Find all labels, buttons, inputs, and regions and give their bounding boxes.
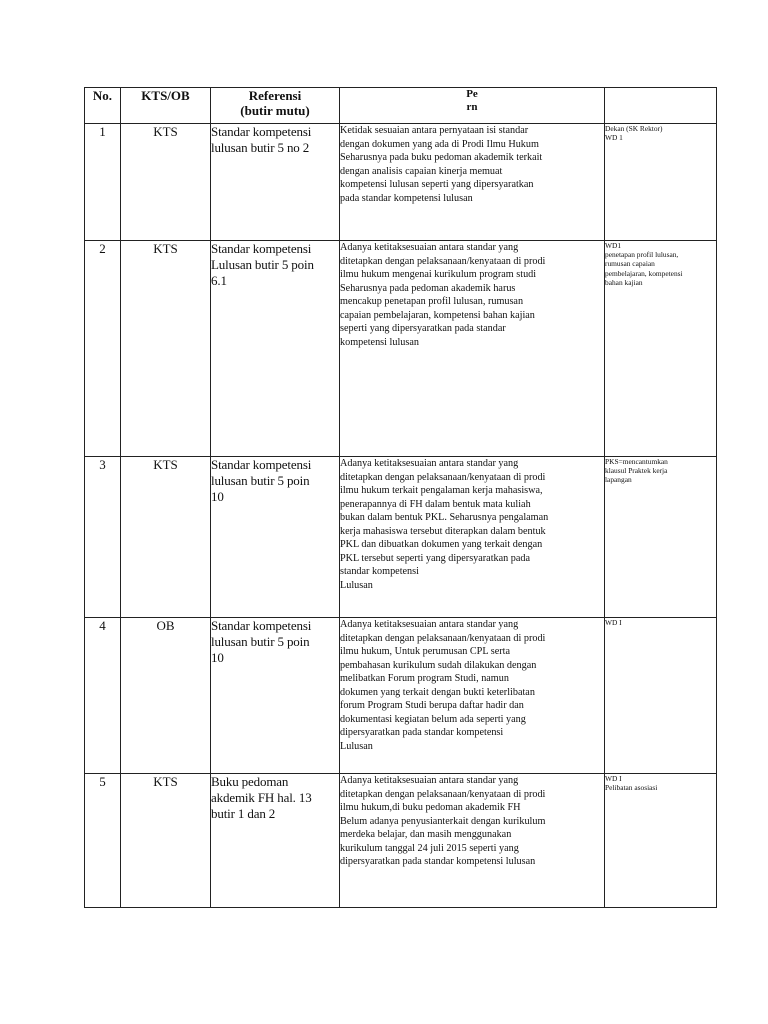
- finding-type: KTS: [121, 241, 211, 457]
- finding-text: Adanya ketitaksesuaian antara standar yang ditetapkan dengan pelaksanaan/kenyataan di prodi ilmu hukum, Untuk perumusan CPL serta pembahasan kurikulum sudah dilakukan dengan melibatkan Forum program Studi, namun dokumen yang terkait dengan bukti keterlibatan forum Program Studi berupa daftar hadir dan dokumentasi kegiatan belum ada seperti yang dipersyaratkan pada standar kompetensi Lulusan: [340, 618, 605, 774]
- table-row: [85, 124, 717, 241]
- table-row: [85, 241, 717, 457]
- finding-text: Adanya ketitaksesuaian antara standar yang ditetapkan dengan pelaksanaan/kenyataan di prodi ilmu hukum mengenai kurikulum program studi Seharusnya pada pedoman akademik harus mencakup penetapan profil lulusan, rumusan capaian pembelajaran, kompetensi bahan kajian seperti yang dipersyaratkan pada standar kompetensi lulusan: [340, 241, 605, 457]
- row-number: 3: [85, 457, 121, 618]
- header-no: No.: [85, 88, 121, 124]
- finding-type: KTS: [121, 457, 211, 618]
- table-row: [85, 457, 717, 618]
- remark-cell: WD1 penetapan profil lulusan, rumusan capaian pembelajaran, kompetensi bahan kajian: [605, 241, 717, 457]
- row-number: 5: [85, 774, 121, 908]
- reference-cell: Standar kompetensi lulusan butir 5 poin 10: [211, 618, 340, 774]
- finding-text: Adanya ketitaksesuaian antara standar yang ditetapkan dengan pelaksanaan/kenyataan di prodi ilmu hukum terkait pengalaman kerja mahasiswa, penerapannya di FH dalam bentuk mata kuliah bukan dalam bentuk PKL. Seharusnya pengalaman kerja mahasiswa tersebut diterapkan dalam bentuk PKL dan dibuatkan dokumen yang terkait dengan PKL tersebut seperti yang dipersyaratkan pada standar kompetensi Lulusan: [340, 457, 605, 618]
- finding-type: KTS: [121, 774, 211, 908]
- table-row: [85, 618, 717, 774]
- row-number: 1: [85, 124, 121, 241]
- finding-text: Ketidak sesuaian antara pernyataan isi standar dengan dokumen yang ada di Prodi Ilmu Hukum Seharusnya pada buku pedoman akademik terkait dengan analisis capaian kinerja memuat kompetensi lulusan seperti yang dipersyaratkan pada standar kompetensi lulusan: [340, 124, 605, 241]
- table-header-row: [85, 88, 717, 124]
- reference-cell: Standar kompetensi lulusan butir 5 poin 10: [211, 457, 340, 618]
- row-number: 4: [85, 618, 121, 774]
- reference-cell: Buku pedoman akdemik FH hal. 13 butir 1 dan 2: [211, 774, 340, 908]
- header-remarks: [605, 88, 717, 124]
- finding-type: KTS: [121, 124, 211, 241]
- table-row: [85, 774, 717, 908]
- remark-cell: WD I: [605, 618, 717, 774]
- finding-type: OB: [121, 618, 211, 774]
- reference-cell: Standar kompetensi Lulusan butir 5 poin 6.1: [211, 241, 340, 457]
- remark-cell: WD I Pelibatan asosiasi: [605, 774, 717, 908]
- header-referensi: Referensi (butir mutu): [211, 88, 340, 124]
- header-kts-ob: KTS/OB: [121, 88, 211, 124]
- remark-cell: PKS=mencantumkan klausul Praktek kerja lapangan: [605, 457, 717, 618]
- row-number: 2: [85, 241, 121, 457]
- finding-text: Adanya ketitaksesuaian antara standar yang ditetapkan dengan pelaksanaan/kenyataan di prodi ilmu hukum,di buku pedoman akademik FH Belum adanya penyusianterkait dengan kurikulum merdeka belajar, dan masih menggunakan kurikulum tanggal 24 juli 2015 seperti yang dipersyaratkan pada standar kompetensi lulusan: [340, 774, 605, 908]
- audit-findings-table: [84, 87, 717, 908]
- header-pernyataan: Pe rn: [340, 88, 605, 124]
- reference-cell: Standar kompetensi lulusan butir 5 no 2: [211, 124, 340, 241]
- remark-cell: Dekan (SK Rektor) WD 1: [605, 124, 717, 241]
